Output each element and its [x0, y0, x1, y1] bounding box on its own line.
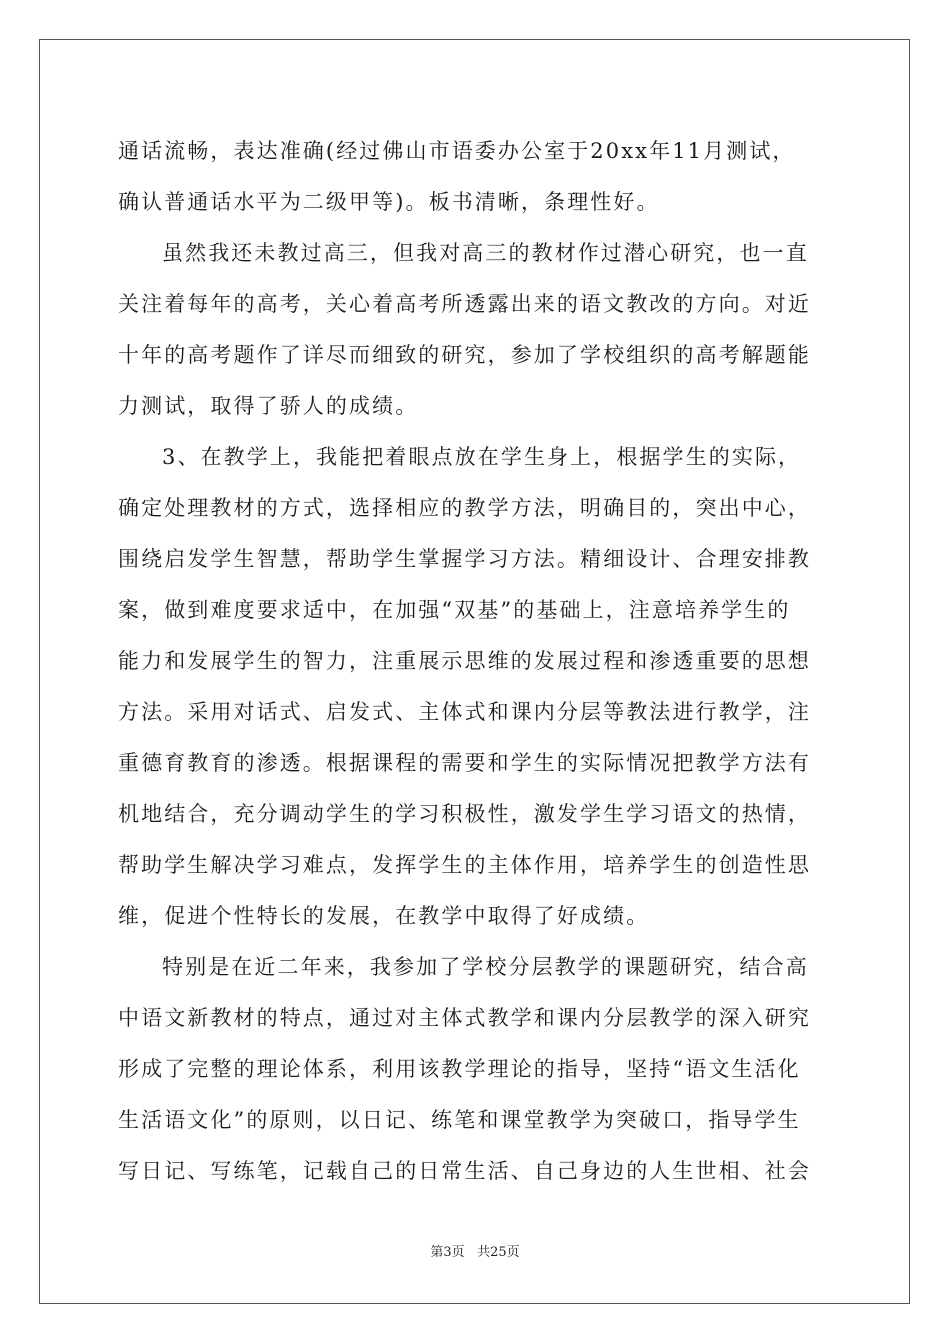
text-line: 十年的高考题作了详尽而细致的研究，参加了学校组织的高考解题能 — [118, 343, 811, 367]
text-line: 力测试，取得了骄人的成绩。 — [118, 394, 419, 418]
text-line: 确认普通话水平为二级甲等)。板书清晰，条理性好。 — [118, 190, 660, 214]
text-line: 维，促进个性特长的发展，在教学中取得了好成绩。 — [118, 904, 650, 928]
text-line: 特别是在近二年来，我参加了学校分层教学的课题研究，结合高 — [162, 955, 809, 979]
text-line: 帮助学生解决学习难点，发挥学生的主体作用，培养学生的创造性思 — [118, 853, 811, 877]
text-line: 机地结合，充分调动学生的学习积极性，激发学生学习语文的热情， — [118, 802, 811, 826]
page-footer — [0, 1241, 950, 1260]
text-line: 确定处理教材的方式，选择相应的教学方法，明确目的，突出中心， — [118, 496, 811, 520]
text-line: 中语文新教材的特点，通过对主体式教学和课内分层教学的深入研究 — [118, 1006, 811, 1030]
document-body — [118, 126, 836, 1197]
text-line: 形成了完整的理论体系，利用该教学理论的指导，坚持“语文生活化 — [118, 1057, 801, 1081]
text-line: 围绕启发学生智慧，帮助学生掌握学习方法。精细设计、合理安排教 — [118, 547, 811, 571]
text-line: 生活语文化”的原则，以日记、练笔和课堂教学为突破口，指导学生 — [118, 1108, 801, 1132]
page-number: 第3页 — [430, 1245, 465, 1260]
text-line: 关注着每年的高考，关心着高考所透露出来的语文教改的方向。对近 — [118, 292, 811, 316]
footer-gap — [465, 1245, 477, 1260]
text-line: 方法。采用对话式、启发式、主体式和课内分层等教法进行教学，注 — [118, 700, 811, 724]
text-line: 3、在教学上，我能把着眼点放在学生身上，根据学生的实际， — [162, 445, 802, 469]
text-line: 能力和发展学生的智力，注重展示思维的发展过程和渗透重要的思想 — [118, 649, 811, 673]
text-line: 重德育教育的渗透。根据课程的需要和学生的实际情况把教学方法有 — [118, 751, 811, 775]
text-line: 虽然我还未教过高三，但我对高三的教材作过潜心研究，也一直 — [162, 241, 809, 265]
text-line: 写日记、写练笔，记载自己的日常生活、自己身边的人生世相、社会 — [118, 1159, 811, 1183]
text-line: 案，做到难度要求适中，在加强“双基”的基础上，注意培养学生的 — [118, 598, 791, 622]
text-line: 通话流畅，表达准确(经过佛山市语委办公室于20xx年11月测试， — [118, 139, 796, 163]
total-pages: 共25页 — [477, 1245, 520, 1260]
